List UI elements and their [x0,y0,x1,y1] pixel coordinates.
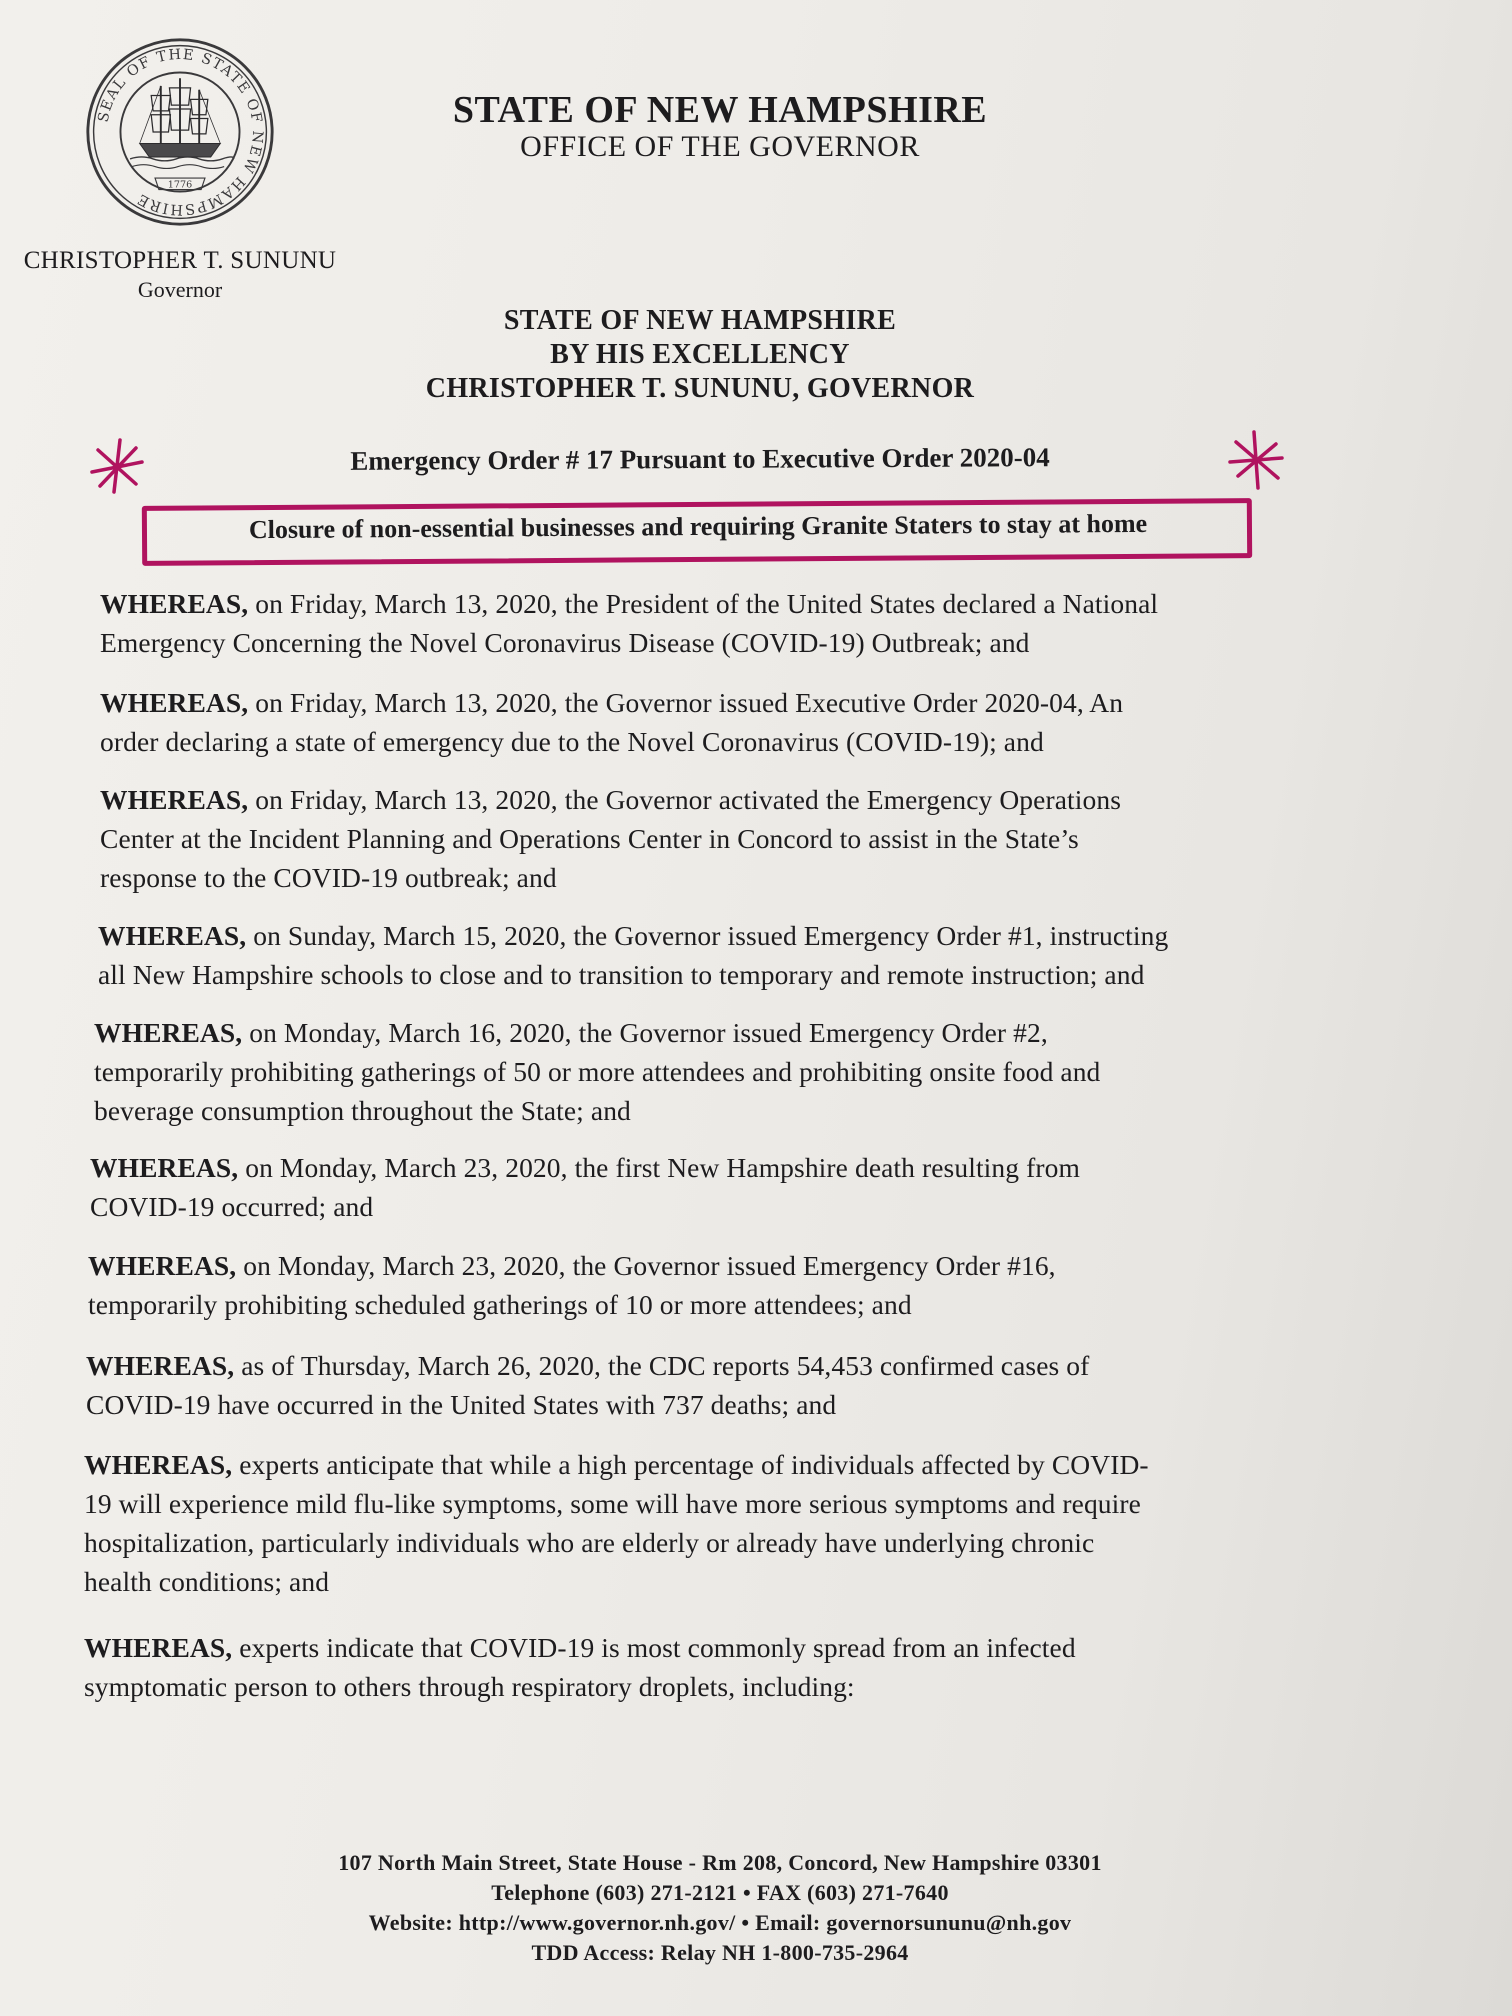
whereas-line: on Sunday, March 15, 2020, the Governor issued Emergency Order #1, instructing [246,920,1169,951]
svg-text:1776: 1776 [167,179,193,191]
whereas-line: response to the COVID-19 outbreak; and [100,862,557,893]
whereas-line: on Friday, March 13, 2020, the President of the United States declared a National [248,588,1159,619]
order-heading-line3: CHRISTOPHER T. SUNUNU, GOVERNOR [425,373,975,404]
whereas-keyword: WHEREAS, [100,588,249,619]
svg-text:SEAL OF THE STATE OF NEW HAMPS: SEAL OF THE STATE OF NEW HAMPSHIRE [95,46,266,218]
order-heading-line1: STATE OF NEW HAMPSHIRE [503,305,897,336]
whereas-keyword: WHEREAS, [88,1250,237,1281]
handwritten-asterisk-icon [84,434,148,498]
whereas-line: symptomatic person to others through respiratory droplets, including: [84,1671,855,1702]
whereas-line: temporarily prohibiting gatherings of 50 or more attendees and prohibiting onsite food and [94,1056,1101,1087]
state-seal-icon [84,36,276,228]
whereas-line: all New Hampshire schools to close and to transition to temporary and remote instruction; and [98,959,1145,990]
footer-address: 107 North Main Street, State House - Rm 208, Concord, New Hampshire 03301 [338,1850,1102,1875]
whereas-paragraph [100,780,1360,897]
whereas-line: hospitalization, particularly individuals who are elderly or already have underlying chronic [84,1527,1095,1558]
whereas-paragraph [84,1445,1344,1601]
whereas-line: order declaring a state of emergency due to the Novel Coronavirus (COVID-19); and [100,726,1044,757]
whereas-keyword: WHEREAS, [94,1017,243,1048]
whereas-line: COVID-19 have occurred in the United States with 737 deaths; and [86,1389,837,1420]
whereas-keyword: WHEREAS, [84,1449,233,1480]
whereas-line: 19 will experience mild flu-like symptoms, some will have more serious symptoms and require [84,1488,1141,1519]
order-subtitle: Closure of non-essential businesses and requiring Granite Staters to stay at home [248,508,1148,545]
whereas-keyword: WHEREAS, [90,1152,239,1183]
whereas-keyword: WHEREAS, [100,784,249,815]
governor-title: Governor [137,277,223,302]
governor-name: CHRISTOPHER T. SUNUNU [23,247,337,274]
whereas-line: health conditions; and [84,1566,330,1597]
whereas-line: Emergency Concerning the Novel Coronavirus Disease (COVID-19) Outbreak; and [100,627,1030,658]
whereas-line: beverage consumption throughout the State; and [94,1095,631,1126]
whereas-paragraph [98,916,1358,994]
whereas-line: temporarily prohibiting scheduled gatherings of 10 or more attendees; and [88,1289,912,1320]
whereas-paragraph [86,1346,1346,1424]
whereas-line: on Monday, March 16, 2020, the Governor issued Emergency Order #2, [242,1017,1048,1048]
order-heading [250,304,1150,406]
letterhead-office: OFFICE OF THE GOVERNOR [520,130,920,163]
letterhead-state: STATE OF NEW HAMPSHIRE [452,89,988,131]
whereas-line: as of Thursday, March 26, 2020, the CDC reports 54,453 confirmed cases of [234,1350,1090,1381]
whereas-line: on Monday, March 23, 2020, the first New Hampshire death resulting from [238,1152,1080,1183]
whereas-line: on Friday, March 13, 2020, the Governor activated the Emergency Operations [248,784,1121,815]
whereas-line: COVID-19 occurred; and [90,1191,374,1222]
whereas-keyword: WHEREAS, [84,1632,233,1663]
whereas-keyword: WHEREAS, [86,1350,235,1381]
order-title: Emergency Order # 17 Pursuant to Executive Order 2020-04 [350,442,1050,476]
whereas-line: on Friday, March 13, 2020, the Governor issued Executive Order 2020-04, An [248,687,1124,718]
whereas-line: on Monday, March 23, 2020, the Governor issued Emergency Order #16, [236,1250,1056,1281]
whereas-paragraph [88,1246,1348,1324]
whereas-line: experts anticipate that while a high percentage of individuals affected by COVID- [232,1449,1149,1480]
whereas-keyword: WHEREAS, [98,920,247,951]
footer-tdd: TDD Access: Relay NH 1-800-735-2964 [531,1940,909,1965]
footer-phone: Telephone (603) 271-2121 • FAX (603) 271-7640 [491,1880,949,1905]
whereas-paragraph [100,584,1360,662]
handwritten-asterisk-icon [1224,428,1288,492]
whereas-line: Center at the Incident Planning and Operations Center in Concord to assist in the State’s [100,823,1079,854]
whereas-paragraph [100,683,1360,761]
whereas-paragraph [84,1628,1344,1706]
order-heading-line2: BY HIS EXCELLENCY [550,339,850,370]
whereas-keyword: WHEREAS, [100,687,249,718]
footer-web: Website: http://www.governor.nh.gov/ • Email: governorsununu@nh.gov [368,1910,1072,1935]
whereas-line: experts indicate that COVID-19 is most commonly spread from an infected [232,1632,1076,1663]
whereas-paragraph [94,1013,1354,1130]
whereas-paragraph [90,1148,1350,1226]
